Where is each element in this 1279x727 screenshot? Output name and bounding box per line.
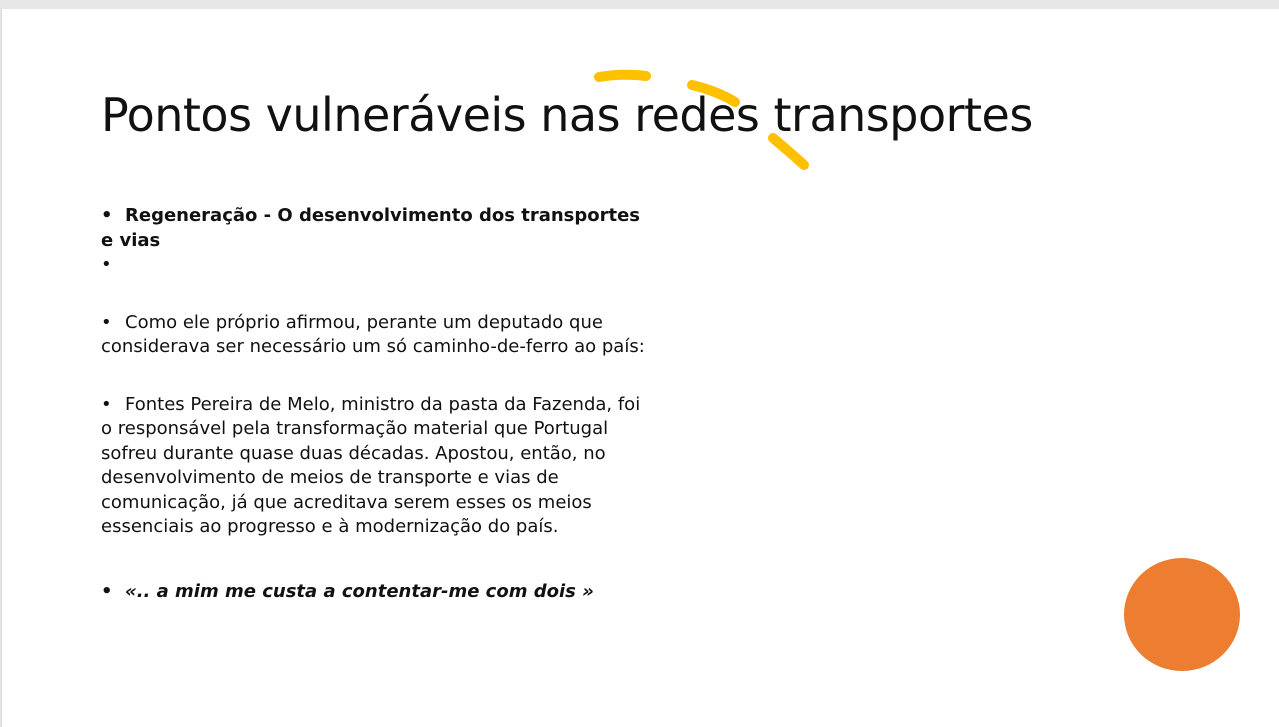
bullet-regeneracao <box>101 204 653 253</box>
bullet-fontes-pereira <box>101 393 653 540</box>
bullet-text: Regeneração - O desenvolvimento dos transportes e vias <box>101 205 641 251</box>
bullet-glyph: • <box>101 393 112 415</box>
decorative-orange-circle[interactable] <box>1124 558 1240 671</box>
bullet-glyph: • <box>101 580 113 602</box>
bullet-empty <box>101 253 653 278</box>
bullet-text: «.. a mim me custa a contentar-me com dois » <box>125 580 594 602</box>
bullet-list[interactable] <box>101 204 653 604</box>
bullet-text: Fontes Pereira de Melo, ministro da pasta da Fazenda, foi o responsável pela transformação material que Portugal sofreu durante quase duas décadas. Apostou, então, no desenvolvimento de meios de transporte e vias de comunicação, já que acreditava serem esses os meios essenciais ao progresso e à modernização do país. <box>101 393 641 537</box>
bullet-glyph: • <box>101 205 113 226</box>
slide-canvas[interactable] <box>1 9 1279 727</box>
bullet-glyph: • <box>101 254 112 275</box>
bullet-quote <box>101 580 653 605</box>
slide-title[interactable]: Pontos vulneráveis nas redes transportes <box>101 88 1033 142</box>
ink-stroke-1 <box>599 75 646 77</box>
bullet-text: Como ele próprio afirmou, perante um deputado que considerava ser necessário um só caminho-de-ferro ao país: <box>101 311 645 357</box>
bullet-glyph: • <box>101 311 112 333</box>
bullet-deputado <box>101 311 653 360</box>
top-strip <box>0 0 1279 9</box>
